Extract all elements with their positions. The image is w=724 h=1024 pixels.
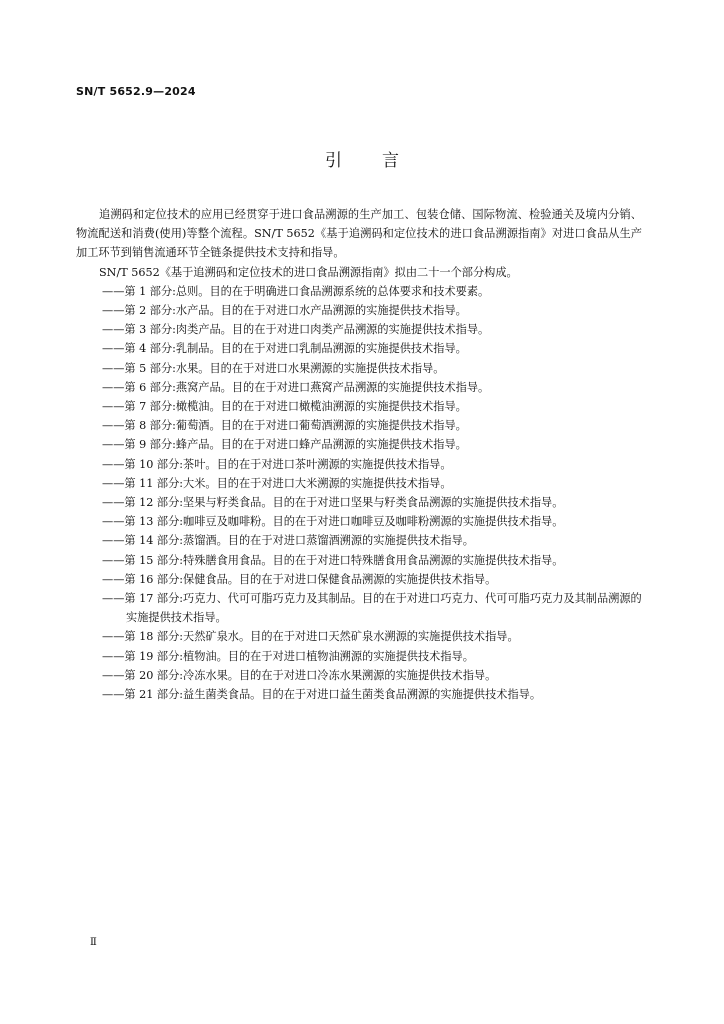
list-item: ——第 8 部分:葡萄酒。目的在于对进口葡萄酒溯源的实施提供技术指导。 <box>102 419 467 433</box>
list-item: ——第 15 部分:特殊膳食用食品。目的在于对进口特殊膳食用食品溯源的实施提供技术指导。 <box>102 553 564 567</box>
paragraph: SN/T 5652《基于追溯码和定位技术的进口食品溯源指南》拟由二十一个部分构成。 <box>99 265 518 279</box>
list-item: ——第 9 部分:蜂产品。目的在于对进口蜂产品溯源的实施提供技术指导。 <box>102 438 467 452</box>
list-item: ——第 2 部分:水产品。目的在于对进口水产品溯源的实施提供技术指导。 <box>102 304 467 318</box>
list-item: ——第 17 部分:巧克力、代可可脂巧克力及其制品。目的在于对进口巧克力、代可可脂巧克力及其制品溯源的实施提供技术指导。 <box>102 592 642 625</box>
paragraph: 追溯码和定位技术的应用已经贯穿于进口食品溯源的生产加工、包装仓储、国际物流、检验通关及境内分销、物流配送和消费(使用)等整个流程。SN/T 5652《基于追溯码和定位技术的进口食品溯源指南》对进口食品从生产加工环节到销售流通环节全链条提供技术支持和指导。 <box>76 208 642 260</box>
list-item: ——第 1 部分:总则。目的在于明确进口食品溯源系统的总体要求和技术要素。 <box>102 284 490 298</box>
list-item: ——第 4 部分:乳制品。目的在于对进口乳制品溯源的实施提供技术指导。 <box>102 342 467 356</box>
list-item: ——第 21 部分:益生菌类食品。目的在于对进口益生菌类食品溯源的实施提供技术指导。 <box>102 688 542 702</box>
list-item: ——第 19 部分:植物油。目的在于对进口植物油溯源的实施提供技术指导。 <box>102 649 474 663</box>
list-item: ——第 3 部分:肉类产品。目的在于对进口肉类产品溯源的实施提供技术指导。 <box>102 323 490 337</box>
list-item: ——第 10 部分:茶叶。目的在于对进口茶叶溯源的实施提供技术指导。 <box>102 457 452 471</box>
list-item: ——第 13 部分:咖啡豆及咖啡粉。目的在于对进口咖啡豆及咖啡粉溯源的实施提供技术指导。 <box>102 515 564 529</box>
list-item: ——第 5 部分:水果。目的在于对进口水果溯源的实施提供技术指导。 <box>102 361 445 375</box>
list-item: ——第 7 部分:橄榄油。目的在于对进口橄榄油溯源的实施提供技术指导。 <box>102 400 467 414</box>
standard-number: SN/T 5652.9—2024 <box>76 85 196 98</box>
foreword-body <box>76 205 642 704</box>
list-item: ——第 14 部分:蒸馏酒。目的在于对进口蒸馏酒溯源的实施提供技术指导。 <box>102 534 474 548</box>
list-item: ——第 6 部分:燕窝产品。目的在于对进口燕窝产品溯源的实施提供技术指导。 <box>102 380 490 394</box>
page-title: 引言 <box>325 151 439 171</box>
list-item: ——第 18 部分:天然矿泉水。目的在于对进口天然矿泉水溯源的实施提供技术指导。 <box>102 630 519 644</box>
list-item: ——第 20 部分:冷冻水果。目的在于对进口冷冻水果溯源的实施提供技术指导。 <box>102 668 497 682</box>
page-number: Ⅱ <box>90 937 97 948</box>
list-item: ——第 16 部分:保健食品。目的在于对进口保健食品溯源的实施提供技术指导。 <box>102 572 497 586</box>
list-item: ——第 11 部分:大米。目的在于对进口大米溯源的实施提供技术指导。 <box>102 476 452 490</box>
list-item: ——第 12 部分:坚果与籽类食品。目的在于对进口坚果与籽类食品溯源的实施提供技术指导。 <box>102 496 564 510</box>
